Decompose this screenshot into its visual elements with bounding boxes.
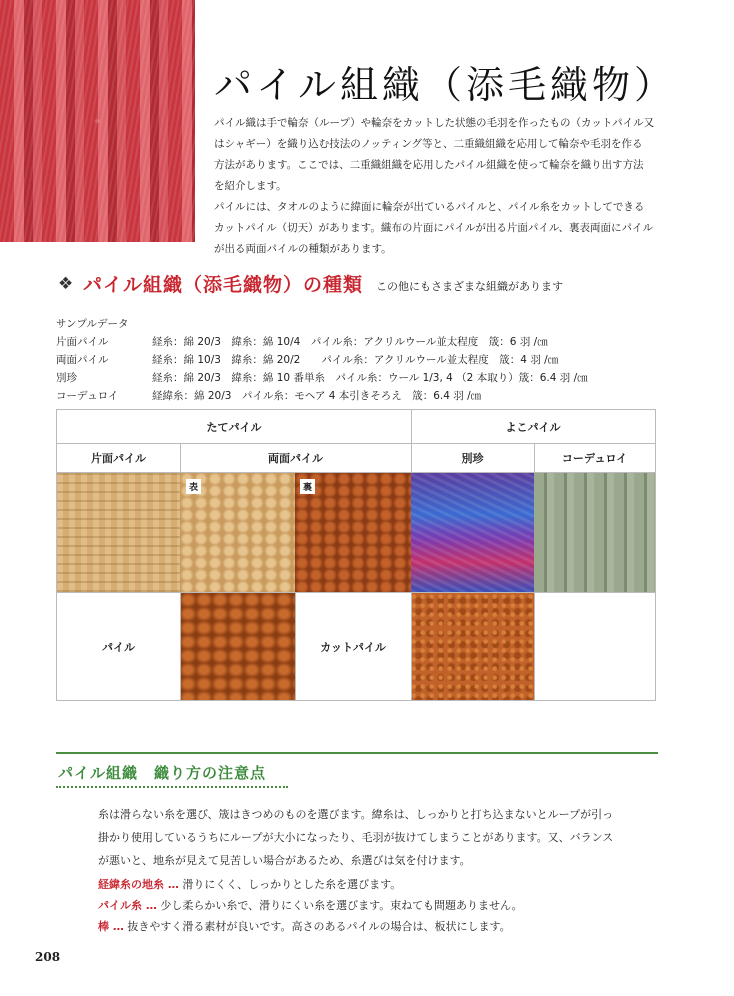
sample-value: 経緯糸：綿 20/3 パイル糸：モヘア 4 本引きそろえ 筬：6.4 羽 /㎝ [152, 390, 482, 402]
pile-knit-photo [0, 0, 195, 242]
intro-line: パイル織は手で輪奈（ループ）や輪奈をカットした状態の毛羽を作ったもの（カットパイル又 [214, 117, 655, 129]
intro-line: が出る両面パイルの種類があります。 [214, 243, 392, 255]
back-tag: 裏 [300, 479, 315, 494]
intro-line: はシャギー）を織り込む技法のノッティング等と、二重織組織を応用して輪奈や毛羽を作る [214, 138, 643, 150]
header-velveteen: 別珍 [461, 452, 484, 465]
sample-label: 別珍 [56, 372, 77, 384]
sample-label: コーデュロイ [56, 390, 119, 402]
sample-row [56, 334, 656, 350]
sample-value: 経糸：綿 10/3 緯糸：綿 20/2 パイル糸：アクリルウール並太程度 筬：4 羽 /㎝ [152, 354, 559, 366]
rule-text: 少し柔らかい糸で、滑りにくい糸を選びます。束ねても問題ありません。 [160, 899, 523, 912]
sample-row [56, 370, 656, 386]
front-tag: 表 [186, 479, 201, 494]
notes-paragraph-line: 掛かり使用しているうちにループが大小になったり、毛羽が抜けてしまうことがあります。又、バランス [98, 831, 614, 844]
rule-key: 棒 … [98, 920, 124, 933]
rule-key: パイル糸 … [98, 899, 157, 912]
header-double-side-pile: 両面パイル [268, 452, 323, 465]
group-header-weft-pile: よこパイル [505, 420, 561, 434]
section-note: この他にもさまざまな組織があります [376, 280, 563, 293]
header-single-side-pile: 片面パイル [91, 452, 146, 465]
swatch-loop-pile [180, 593, 295, 700]
rule-item [98, 897, 523, 913]
sample-row [56, 352, 656, 368]
header-corduroy: コーデュロイ [561, 452, 628, 465]
swatch-velveteen [411, 473, 534, 592]
page-number: 208 [35, 950, 61, 964]
rule-text: 滑りにくく、しっかりとした糸を選びます。 [182, 878, 402, 891]
page-title: パイル組織（添毛織物） [214, 63, 677, 107]
diamond-cluster-icon: ❖ [58, 274, 74, 294]
rule-text: 抜きやすく滑る素材が良いです。高さのあるパイルの場合は、板状にします。 [127, 920, 511, 933]
notes-title: パイル組織 織り方の注意点 [58, 764, 267, 782]
rule-key: 経緯糸の地糸 … [98, 878, 179, 891]
sample-row [56, 388, 656, 404]
swatch-single-side-pile [57, 473, 180, 592]
rule-item [98, 876, 401, 892]
intro-line: カットパイル（切天）があります。織布の片面にパイルが出る片面パイル、裏表両面にパイル [214, 222, 654, 234]
notes-paragraph-line: が悪いと、地糸が見えて見苦しい場合があるため、糸選びは気を付けます。 [98, 854, 471, 867]
rule-item [98, 918, 511, 934]
intro-line: パイルには、タオルのように緯面に輪奈が出ているパイルと、パイル糸をカットしてできる [214, 201, 645, 213]
group-header-warp-pile: たてパイル [206, 420, 262, 434]
intro-line: 方法があります。ここでは、二重織組織を応用したパイル組織を使って輪奈を織り出す方法 [214, 159, 644, 171]
notes-paragraph-line: 糸は滑らない糸を選び、筬はきつめのものを選びます。緯糸は、しっかりと打ち込まないとループが引っ [98, 808, 614, 821]
sample-label: 両面パイル [56, 354, 109, 366]
intro-line: を紹介します。 [214, 180, 287, 192]
dotted-underline [56, 786, 288, 788]
sample-label: 片面パイル [56, 336, 109, 348]
sample-value: 経糸：綿 20/3 緯糸：綿 10 番単糸 パイル糸：ウール 1/3, 4 （2 本取り）筬：6.4 羽 /㎝ [152, 372, 588, 384]
pile-types-table [56, 409, 656, 701]
label-cut-pile: カットパイル [320, 640, 386, 654]
label-pile: パイル [102, 640, 135, 654]
swatch-corduroy [534, 473, 655, 592]
sample-heading: サンプルデータ [56, 318, 129, 330]
sample-value: 経糸：綿 20/3 緯糸：綿 10/4 パイル糸：アクリルウール並太程度 筬：6 羽 /㎝ [152, 336, 548, 348]
section-title: パイル組織（添毛織物）の種類 [83, 274, 364, 296]
swatch-cut-pile [411, 593, 534, 700]
section-divider [56, 752, 658, 754]
